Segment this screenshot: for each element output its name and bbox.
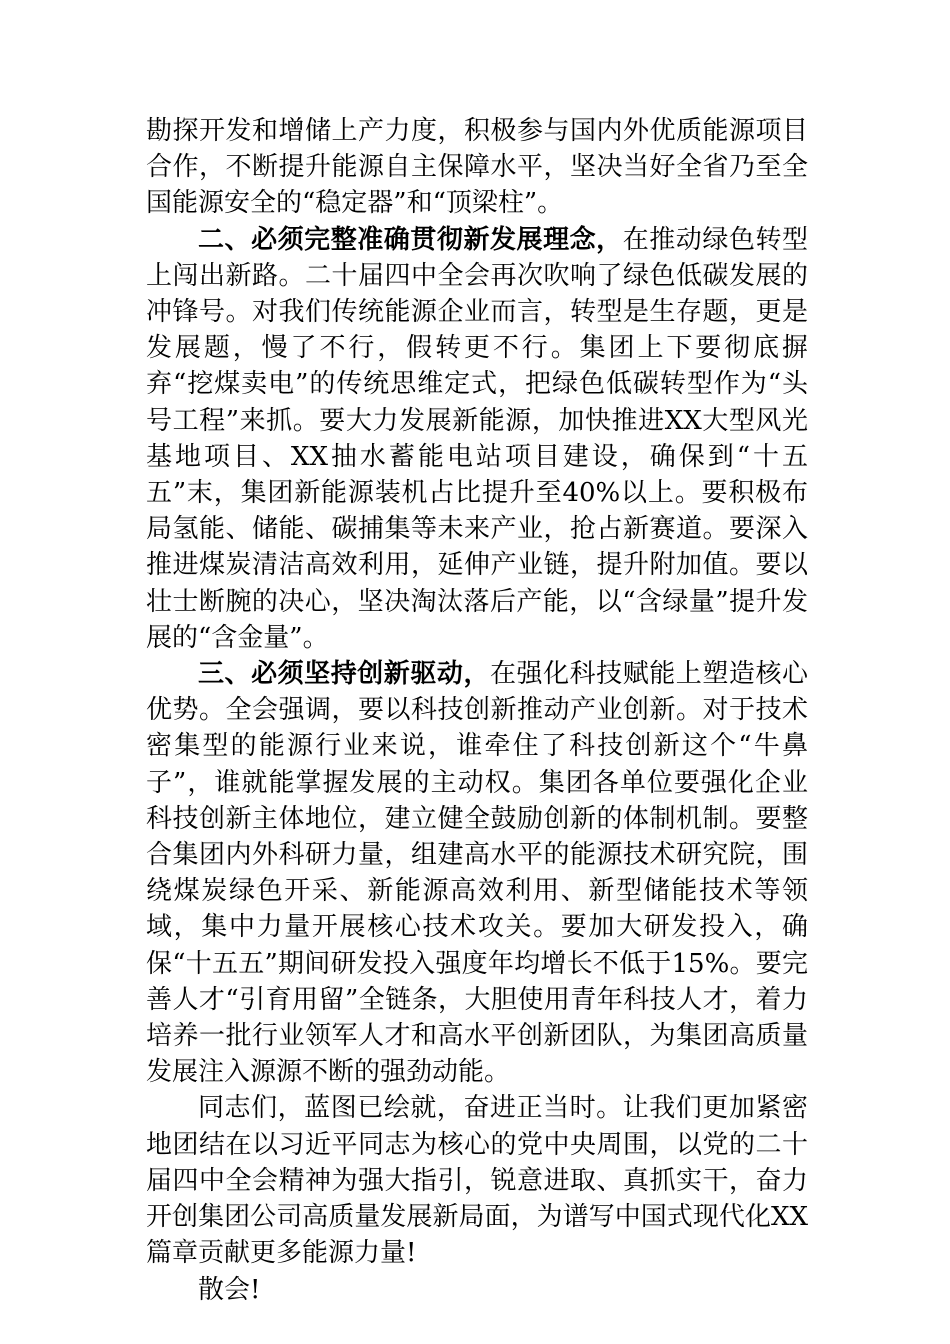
paragraph-text: 勘探开发和增储上产力度，积极参与国内外优质能源项目合作，不断提升能源自主保障水平，坚决当好全省乃至全国能源安全的“稳定器”和“顶梁柱”。 [146, 116, 808, 219]
paragraph-innovation [146, 656, 808, 1090]
document-body [146, 113, 808, 1308]
paragraph-text: 散会! [198, 1274, 261, 1305]
paragraph-text: 在强化科技赋能上塑造核心优势。全会强调，要以科技创新推动产业创新。对于技术密集型的能源行业来说，谁牵住了科技创新这个“牛鼻子”，谁就能掌握发展的主动权。集团各单位要强化企业科技创新主体地位，建立健全鼓励创新的体制机制。要整合集团内外科研力量，组建高水平的能源技术研究院，围绕煤炭绿色开采、新能源高效利用、新型储能技术等领域，集中力量开展核心技术攻关。要加大研发投入，确保“十五五”期间研发投入强度年均增长不低于15%。要完善人才“引育用留”全链条，大胆使用青年科技人才，着力培养一批行业领军人才和高水平创新团队，为集团高质量发展注入源源不断的强劲动能。 [146, 659, 808, 1088]
paragraph-text: 同志们，蓝图已绘就，奋进正当时。让我们更加紧密地团结在以习近平同志为核心的党中央周围，以党的二十届四中全会精神为强大指引，锐意进取、真抓实干，奋力开创集团公司高质量发展新局面，为谱写中国式现代化XX篇章贡献更多能源力量! [146, 1093, 808, 1269]
paragraph-closing [146, 1090, 808, 1271]
paragraph-energy-security [146, 113, 808, 222]
paragraph-adjourn [146, 1272, 808, 1308]
section-heading-three: 三、必须坚持创新驱动， [198, 659, 490, 690]
paragraph-text: 在推动绿色转型上闯出新路。二十届四中全会再次吹响了绿色低碳发展的冲锋号。对我们传统能源企业而言，转型是生存题，更是发展题，慢了不行，假转更不行。集团上下要彻底摒弃“挖煤卖电”的传统思维定式，把绿色低碳转型作为“头号工程”来抓。要大力发展新能源，加快推进XX大型风光基地项目、XX抽水蓄能电站项目建设，确保到“十五五”末，集团新能源装机占比提升至40%以上。要积极布局氢能、储能、碳捕集等未来产业，抢占新赛道。要深入推进煤炭清洁高效利用，延伸产业链，提升附加值。要以壮士断腕的决心，坚决淘汰落后产能，以“含绿量”提升发展的“含金量”。 [146, 224, 808, 653]
section-heading-two: 二、必须完整准确贯彻新发展理念， [198, 224, 623, 255]
paragraph-green-transition [146, 222, 808, 656]
